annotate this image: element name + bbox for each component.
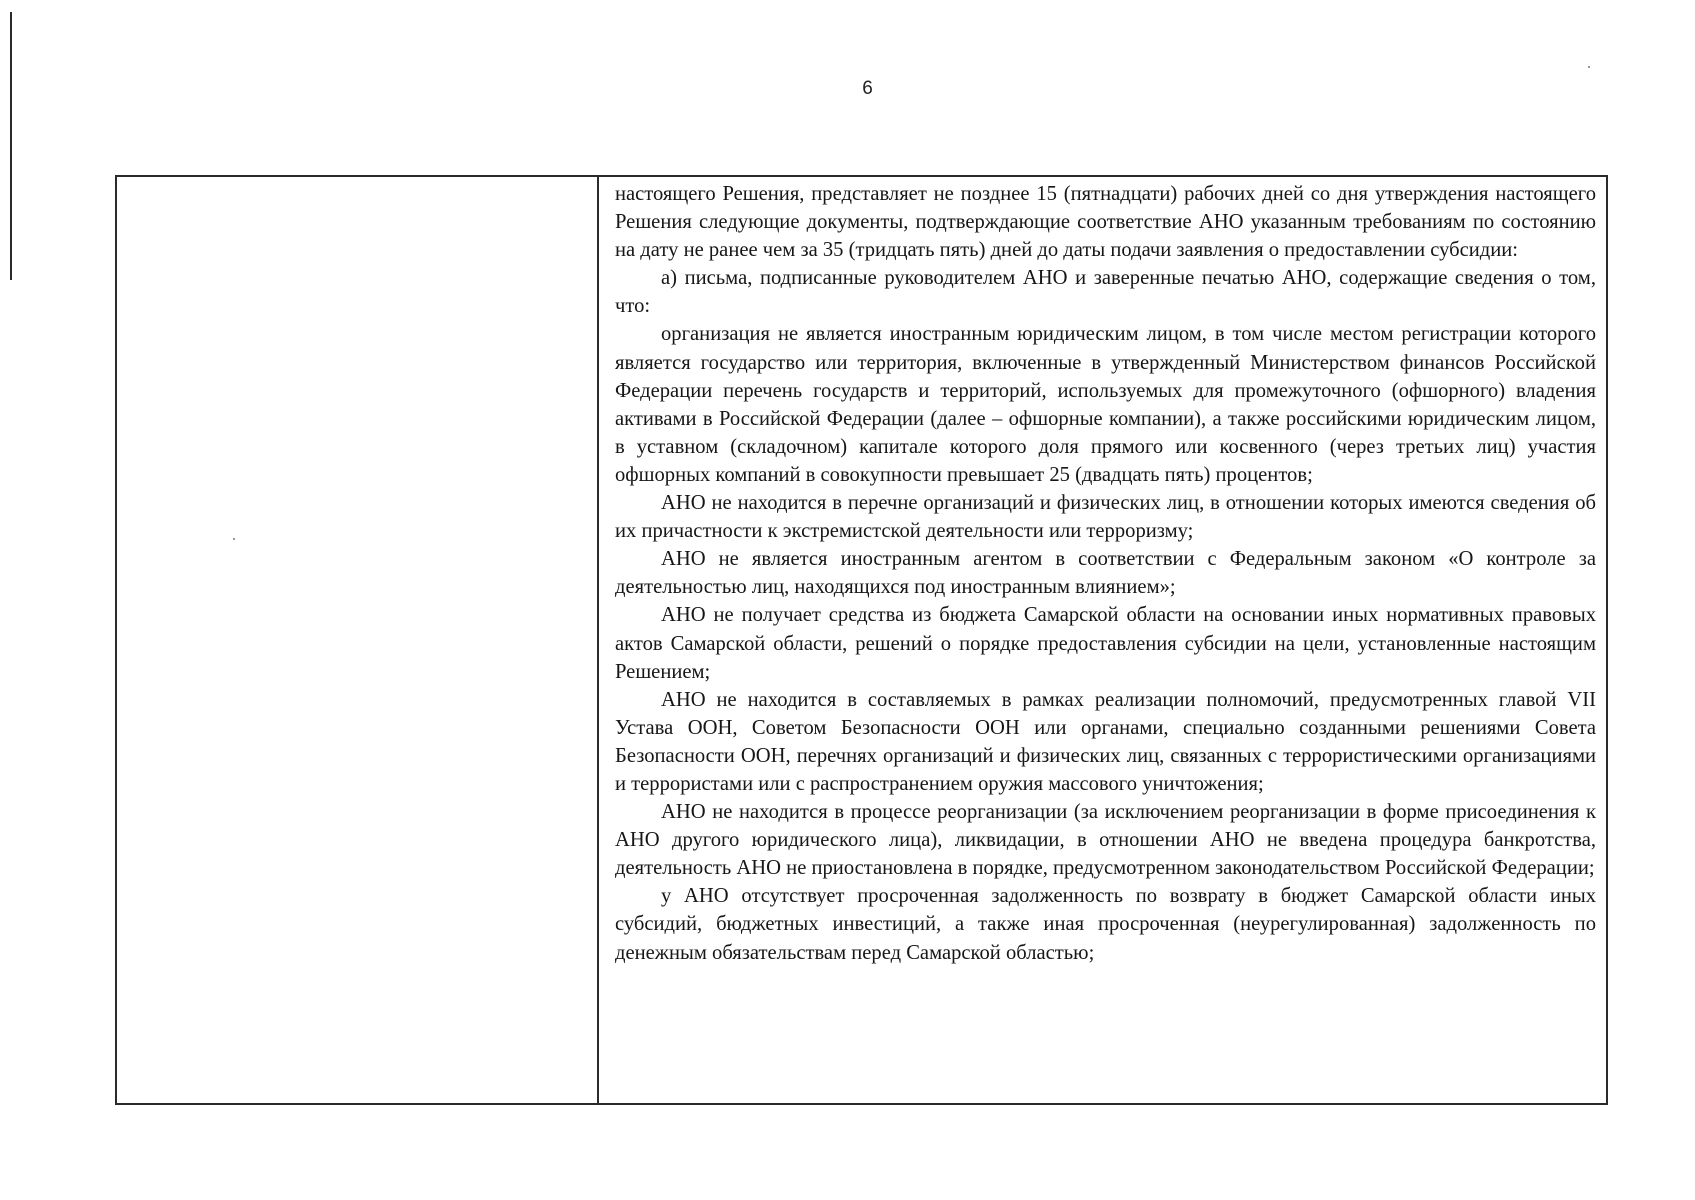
paragraph-reorganization: АНО не находится в процессе реорганизации (за исключением реорганизации в форме присоединения к АНО другого юридического лица), ликвидации, в отношении АНО не введена процедура банкротства, деятельность АНО не приостановлена в порядке, предусмотренном законодательством Российской Федерации; xyxy=(615,801,1596,880)
paragraph-debt: у АНО отсутствует просроченная задолженность по возврату в бюджет Самарской области иных субсидий, бюджетных инвестиций, а также иная просроченная (неурегулированная) задолженность по денежным обязательствам перед Самарской областью; xyxy=(615,885,1596,964)
paragraph-continuation: настоящего Решения, представляет не позднее 15 (пятнадцати) рабочих дней со дня утверждения настоящего Решения следующие документы, подтверждающие соответствие АНО указанным требованиям по состоянию на дату не ранее чем за 35 (тридцать пять) дней до даты подачи заявления о предоставлении субсидии: xyxy=(615,183,1596,262)
scan-speck xyxy=(1588,66,1590,68)
paragraph-offshore: организация не является иностранным юридическим лицом, в том числе местом регистрации которого является государство или территория, включенные в утвержденный Министерством финансов Российской Федерации перечень государств и территорий, используемых для промежуточного (офшорного) владения активами в Российской Федерации (далее – офшорные компании), а также российскими юридическим лицом, в уставном (складочном) капитале которого доля прямого или косвенного (через третьих лиц) участия офшорных компаний в совокупности превышает 25 (двадцать пять) процентов; xyxy=(615,323,1596,486)
paragraph-un-sanctions: АНО не находится в составляемых в рамках реализации полномочий, предусмотренных главой VII Устава ООН, Советом Безопасности ООН или органами, специально созданными решениями Совета Безопасности ООН, перечнях организаций и физических лиц, связанных с террористическими организациями и террористами или с распространением оружия массового уничтожения; xyxy=(615,688,1596,795)
paragraph-letters-intro: а) письма, подписанные руководителем АНО и заверенные печатью АНО, содержащие сведения о том, что: xyxy=(615,267,1596,318)
table-left-cell-empty xyxy=(117,177,599,1103)
table-right-cell xyxy=(599,177,1606,1103)
content-table xyxy=(115,175,1608,1105)
page-number: 6 xyxy=(862,78,873,99)
paragraph-extremism-list: АНО не находится в перечне организаций и физических лиц, в отношении которых имеются сведения об их причастности к экстремистской деятельности или терроризму; xyxy=(615,492,1596,543)
paragraph-foreign-agent: АНО не является иностранным агентом в соответствии с Федеральным законом «О контроле за деятельностью лиц, находящихся под иностранным влиянием»; xyxy=(615,548,1596,599)
scan-margin-line xyxy=(10,12,12,280)
paragraph-budget-funds: АНО не получает средства из бюджета Самарской области на основании иных нормативных правовых актов Самарской области, решений о порядке предоставления субсидии на цели, установленные настоящим Решением; xyxy=(615,604,1596,683)
